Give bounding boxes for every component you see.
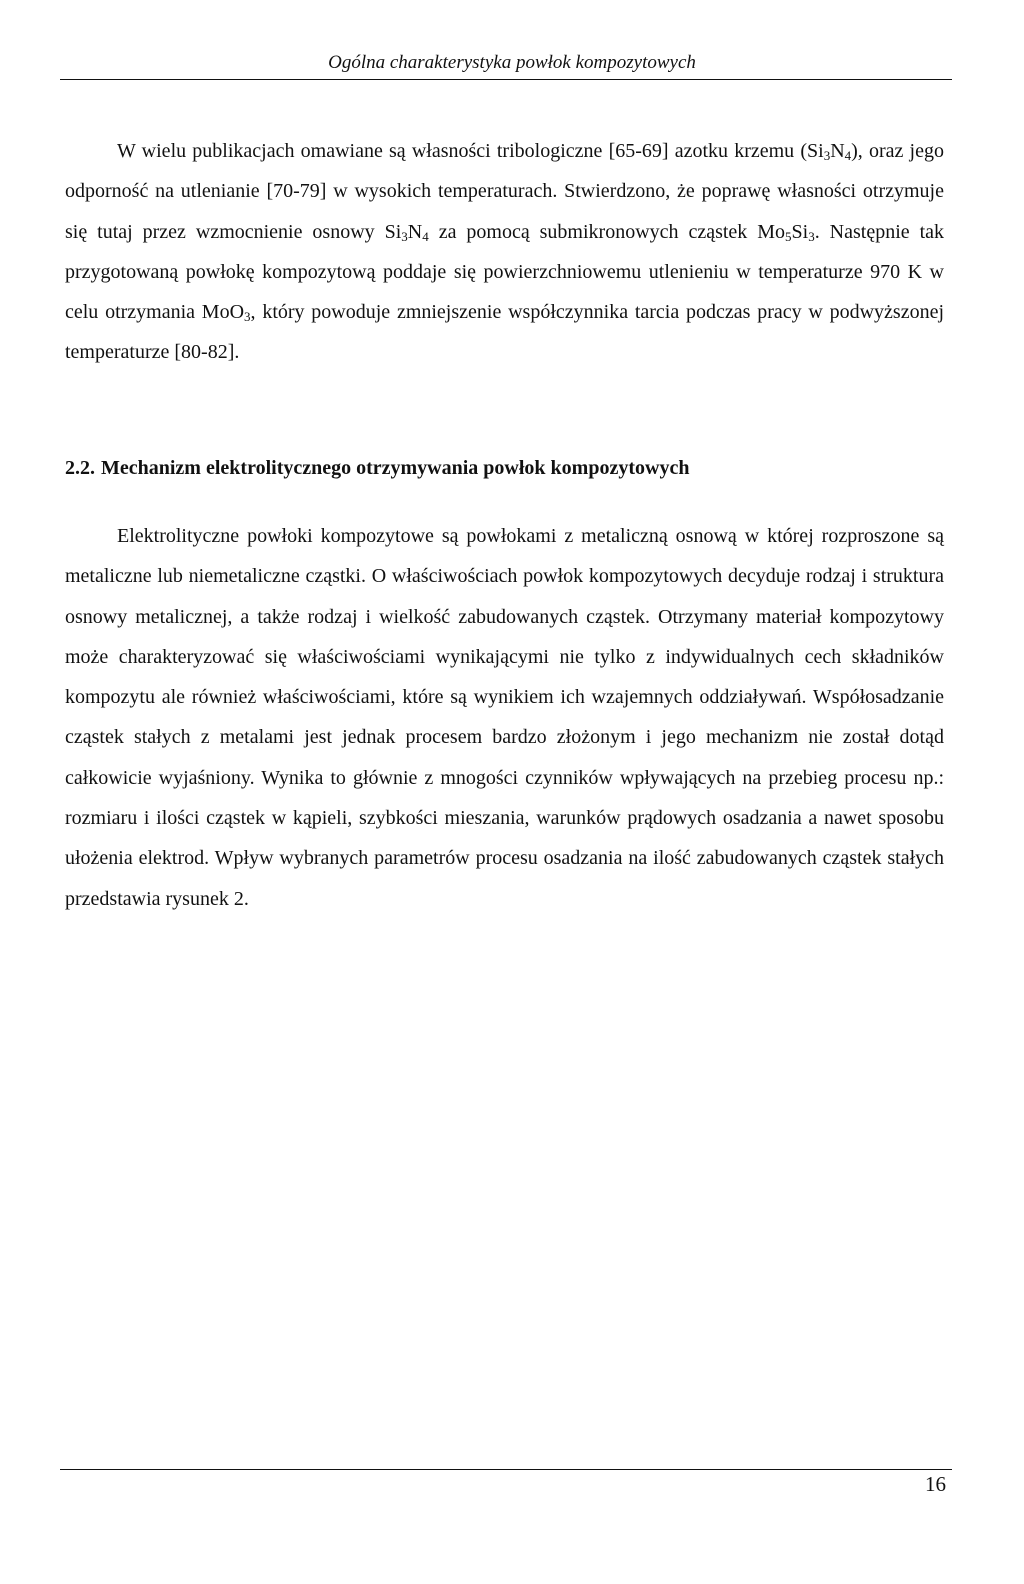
text-run: za pomocą submikronowych cząstek Mo <box>428 220 786 243</box>
subscript: 3 <box>244 309 251 325</box>
running-header: Ogólna charakterystyka powłok kompozytowych <box>328 52 696 73</box>
subscript: 4 <box>844 148 852 163</box>
subscript: 3 <box>823 148 831 163</box>
section-heading <box>65 452 689 484</box>
text-run: . Następnie tak przygotowaną powłokę kompozytową poddaje się powierzchniowemu utlenieniu w temperaturze 970 K w celu otrzymania MoO <box>65 220 945 324</box>
paragraph-si3n4-tribology <box>65 131 944 373</box>
section-number: 2.2. <box>65 457 95 479</box>
page-number: 16 <box>925 1472 946 1496</box>
text-run: W wielu publikacjach omawiane są własności tribologiczne [65-69] azotku krzemu (Si <box>117 140 824 162</box>
header-divider <box>60 79 952 80</box>
text-run: Si <box>791 220 809 243</box>
paragraph-text: Elektrolityczne powłoki kompozytowe są powłokami z metaliczną osnową w której rozproszone są metaliczne lub niemetaliczne cząstki. O właściwościach powłok kompozytowych decyduje rodzaj i struktura osnowy metalicznej, a także rodzaj i wielkość zabudowanych cząstek. Otrzymany materiał kompozytowy może charakteryzować się właściwościami wynikającymi nie tylko z indywidualnych cech składników kompozytu ale również właściwościami, które są wynikiem ich wzajemnych oddziaływań. Współosadzanie cząstek stałych z metalami jest jednak procesem bardzo złożonym i jego mechanizm nie został dotąd całkowicie wyjaśniony. Wynika to głównie z mnogości czynników wpływających na przebieg procesu np.: rozmiaru i ilości cząstek w kąpieli, szybkości mieszania, warunków prądowych osadzania a nawet sposobu ułożenia elektrod. Wpływ wybranych parametrów procesu osadzania na ilość zabudowanych cząstek stałych przedstawia rysunek 2. <box>65 525 944 910</box>
subscript: 4 <box>422 228 429 244</box>
footer-divider <box>60 1469 952 1470</box>
text-run: N <box>830 140 845 162</box>
text-run: , który powoduje zmniejszenie współczynnika tarcia podczas pracy w podwyższonej temperaturze [80-82]. <box>65 301 944 364</box>
text-run: ), oraz jego odporność na utlenianie [70-79] w wysokich temperaturach. Stwierdzono, że poprawę własności otrzymuje się tutaj przez wzmocnienie osnowy Si <box>65 140 944 243</box>
paragraph-text <box>65 131 944 373</box>
section-title: Mechanizm elektrolitycznego otrzymywania powłok kompozytowych <box>101 457 690 479</box>
subscript: 3 <box>401 228 408 244</box>
paragraph-composite-coatings <box>65 516 944 919</box>
text-run: N <box>407 220 423 243</box>
subscript: 5 <box>785 228 792 244</box>
subscript: 3 <box>808 228 815 244</box>
